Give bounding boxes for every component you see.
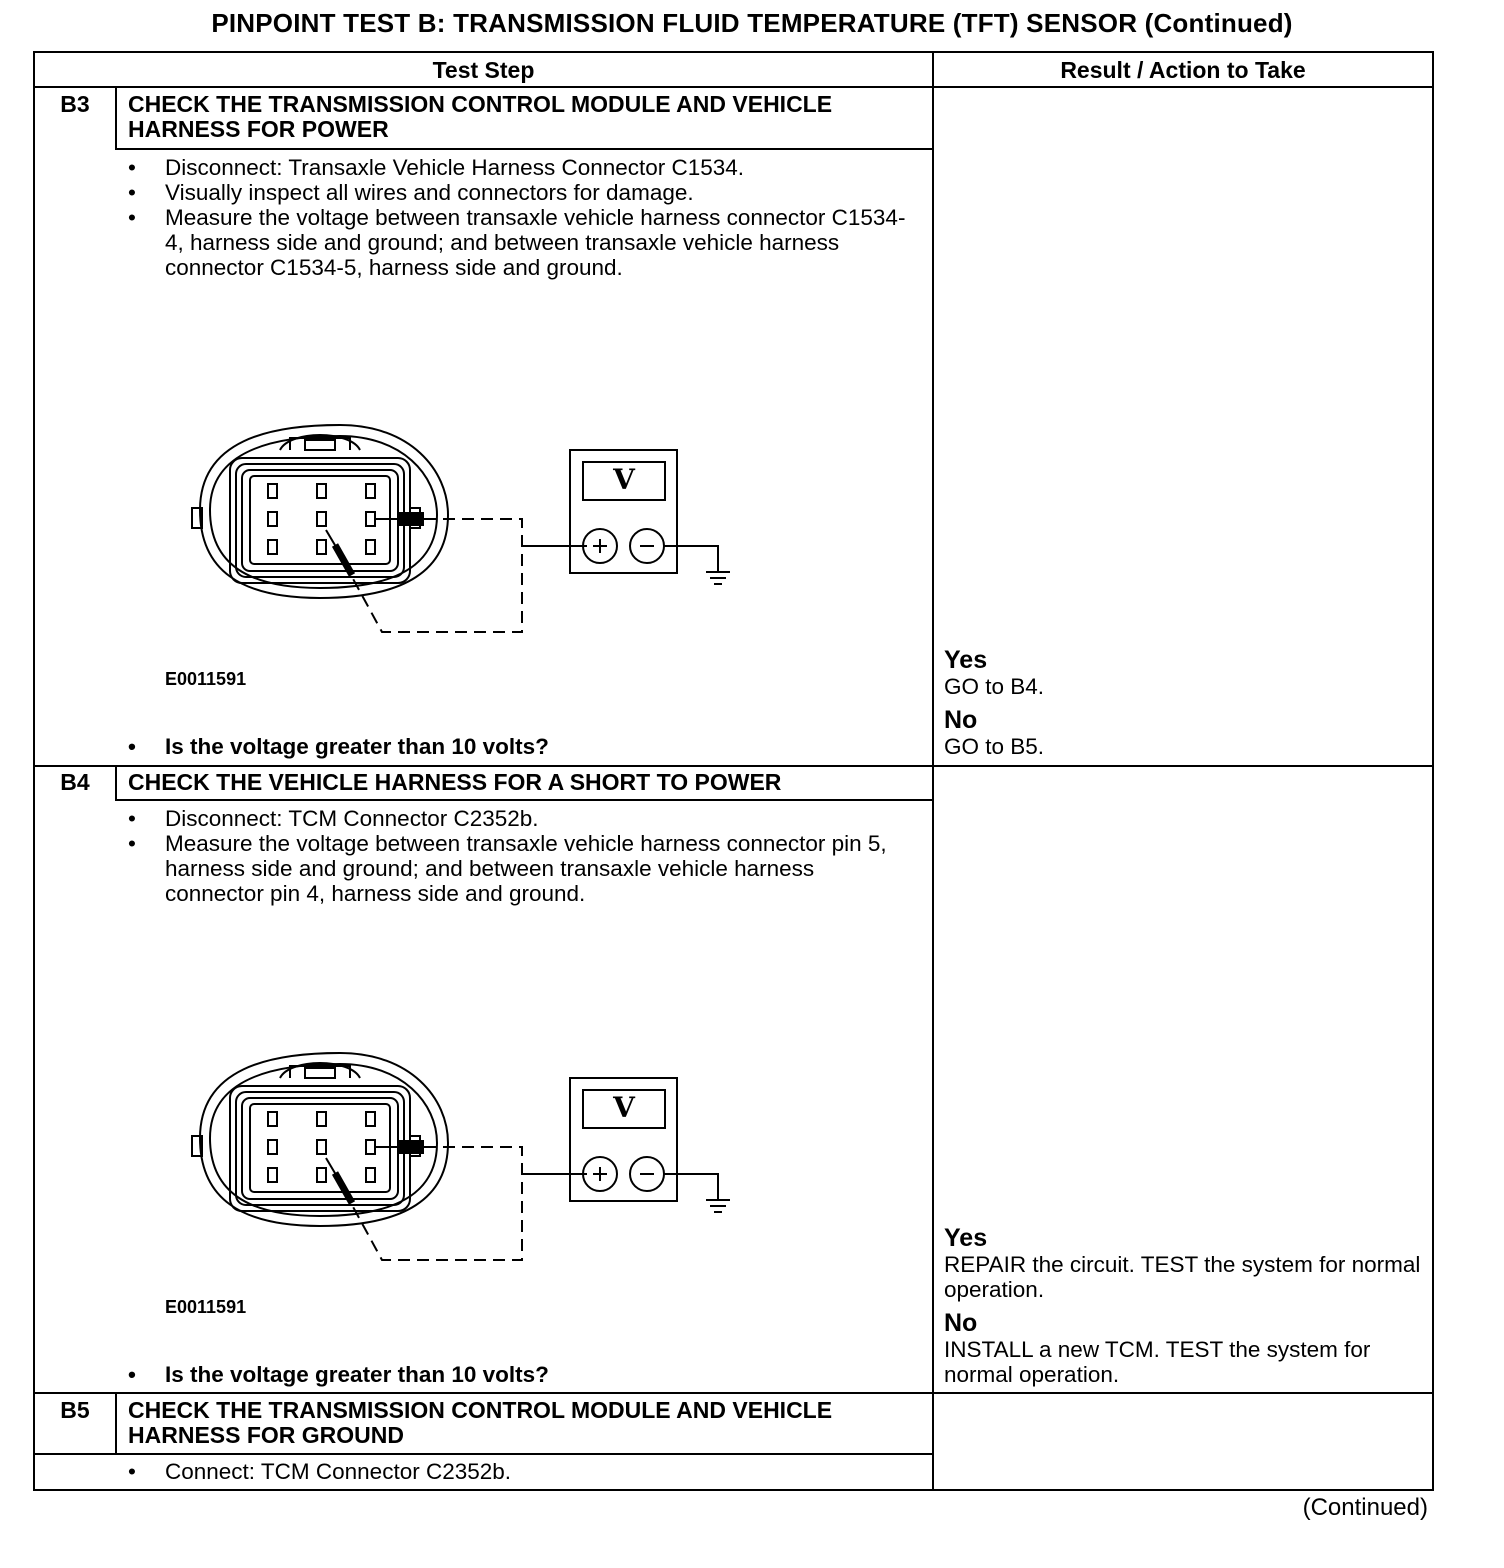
row-divider-b4-b5 <box>33 1392 1434 1394</box>
ground-icon <box>706 1200 730 1212</box>
b5-instruction: • Connect: TCM Connector C2352b. <box>128 1459 918 1484</box>
b3-yes-action: GO to B4. <box>944 674 1045 699</box>
b3-id-divider <box>115 87 117 149</box>
step-id-b5: B5 <box>60 1397 90 1423</box>
step-id-b3: B3 <box>60 91 90 117</box>
step-title-b3: CHECK THE TRANSMISSION CONTROL MODULE AND VEHICLE HARNESS FOR POWER <box>128 91 833 142</box>
b5-id-divider <box>115 1393 117 1454</box>
b4-id-divider <box>115 766 117 800</box>
step-title-b4: CHECK THE VEHICLE HARNESS FOR A SHORT TO POWER <box>128 769 782 795</box>
b3-connector-voltmeter-diagram <box>190 420 750 640</box>
b3-yes-label: Yes <box>944 646 988 674</box>
harness-connector-icon <box>192 425 448 598</box>
b4-title-divider <box>115 799 934 801</box>
b3-instruction-list <box>128 155 918 280</box>
b5-instruction-list <box>128 1459 918 1484</box>
b3-figure-id: E0011591 <box>165 669 247 689</box>
b4-connector-voltmeter-diagram <box>190 1048 750 1268</box>
test-leads <box>352 1147 522 1260</box>
page-title: PINPOINT TEST B: TRANSMISSION FLUID TEMPERATURE (TFT) SENSOR (Continued) <box>211 8 1293 38</box>
ground-icon <box>706 572 730 584</box>
b3-no-label: No <box>944 706 978 734</box>
b4-instruction: • Measure the voltage between transaxle vehicle harness connector pin 5, harness side and ground; and between transaxle vehicle harness connector pin 4, harness side and ground. <box>128 831 918 906</box>
b4-no-label: No <box>944 1309 978 1337</box>
column-header-result: Result / Action to Take <box>1060 57 1306 83</box>
row-divider-b3-b4 <box>33 765 1434 767</box>
b3-instruction: • Disconnect: Transaxle Vehicle Harness Connector C1534. <box>128 155 918 180</box>
column-header-test-step: Test Step <box>432 57 535 83</box>
voltmeter-label: V <box>613 1091 635 1124</box>
b3-instruction: • Measure the voltage between transaxle vehicle harness connector C1534-4, harness side and ground; and between transaxle vehicle harness connector C1534-5, harness side and ground. <box>128 205 918 280</box>
b4-question: • Is the voltage greater than 10 volts? <box>128 1362 549 1387</box>
continued-note: (Continued) <box>1302 1494 1428 1521</box>
voltmeter-label: V <box>613 463 635 496</box>
step-title-b5: CHECK THE TRANSMISSION CONTROL MODULE AND VEHICLE HARNESS FOR GROUND <box>128 1397 833 1448</box>
b4-instruction-list <box>128 806 918 906</box>
column-divider <box>932 51 934 1491</box>
b3-title-divider <box>115 148 934 150</box>
b4-yes-action: REPAIR the circuit. TEST the system for normal operation. <box>944 1252 1421 1302</box>
step-id-b4: B4 <box>60 769 90 795</box>
b4-yes-label: Yes <box>944 1224 988 1252</box>
b3-result <box>944 647 1424 759</box>
b4-instruction: • Disconnect: TCM Connector C2352b. <box>128 806 918 831</box>
b4-result <box>944 1225 1424 1387</box>
test-leads <box>352 519 522 632</box>
b3-no-action: GO to B5. <box>944 734 1045 759</box>
b3-question: • Is the voltage greater than 10 volts? <box>128 734 549 759</box>
b3-instruction: • Visually inspect all wires and connectors for damage. <box>128 180 918 205</box>
harness-connector-icon <box>192 1053 448 1226</box>
b4-no-action: INSTALL a new TCM. TEST the system for normal operation. <box>944 1337 1371 1387</box>
b5-title-divider <box>33 1453 934 1455</box>
b4-figure-id: E0011591 <box>165 1297 247 1317</box>
